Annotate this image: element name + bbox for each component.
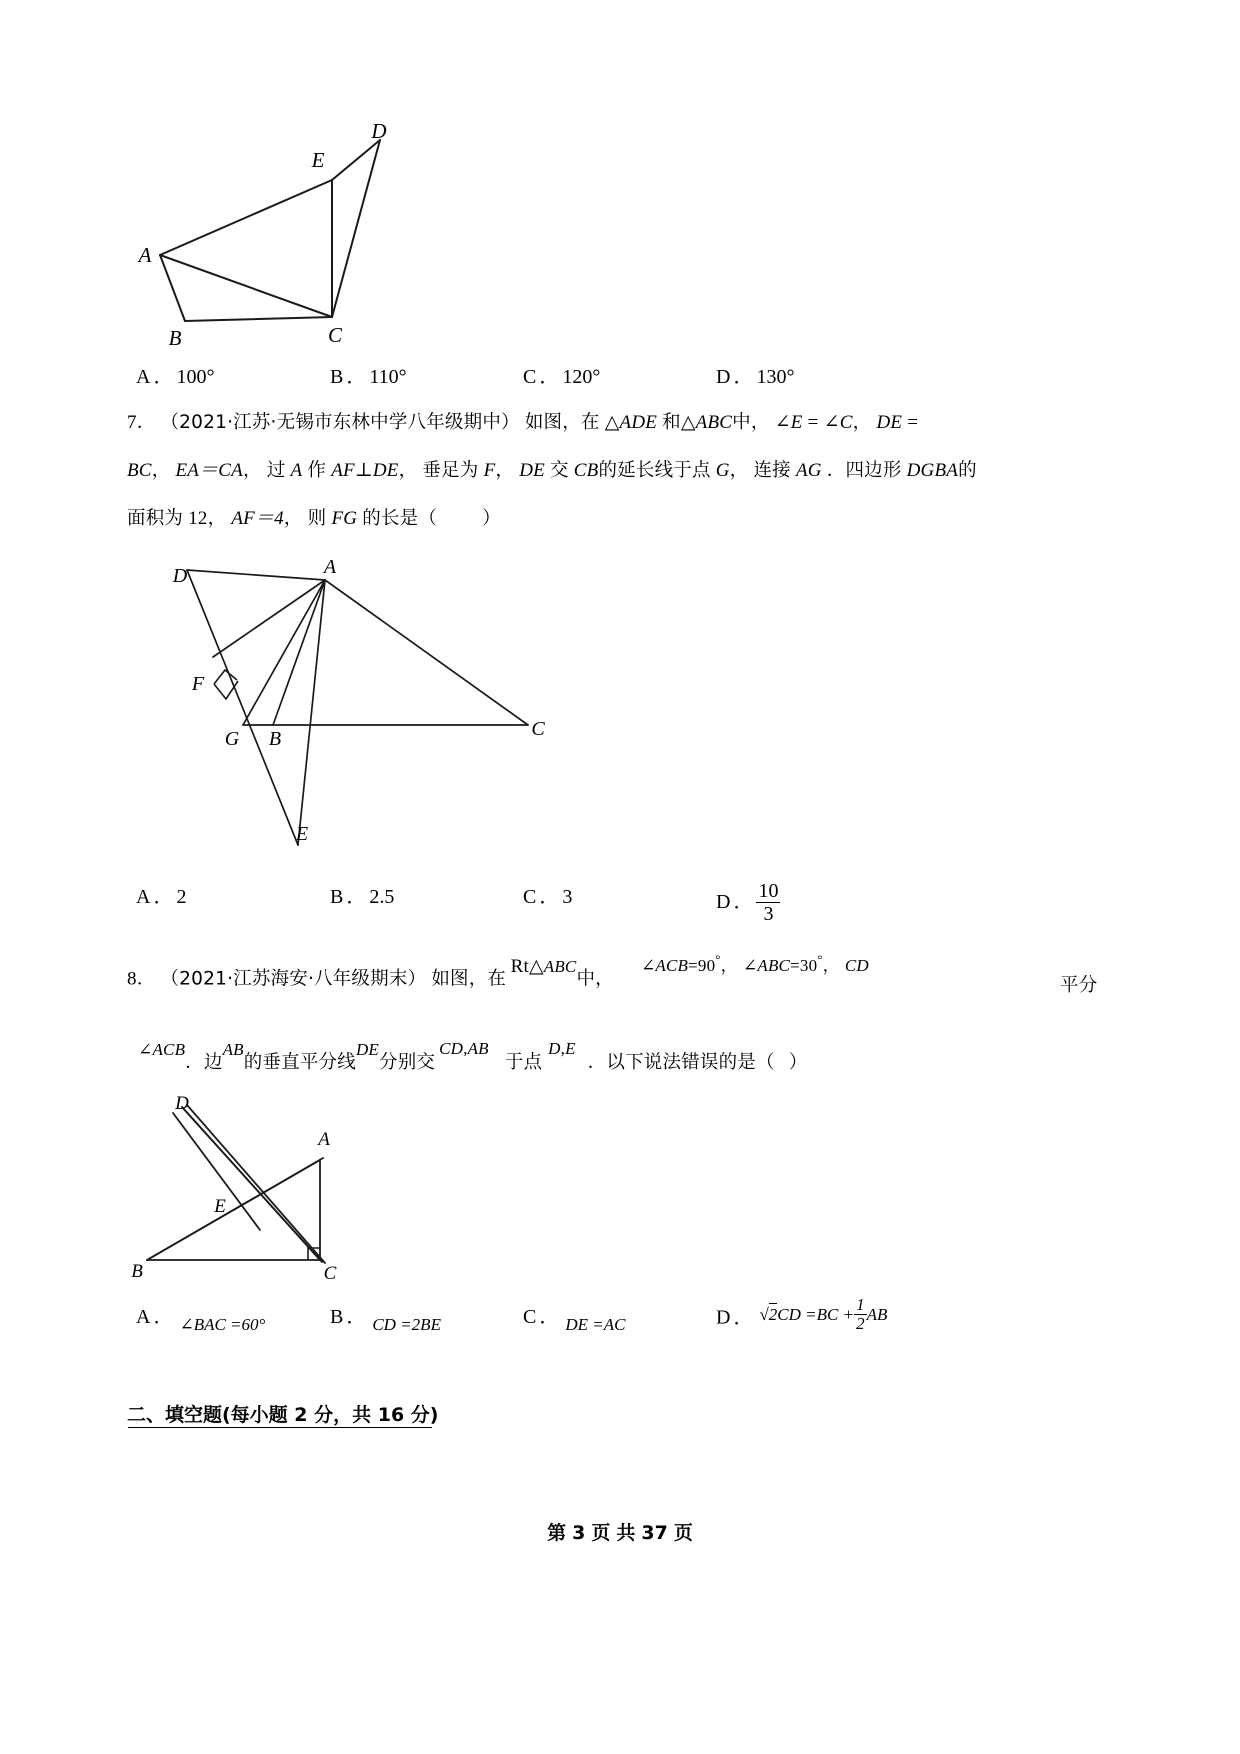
question7-source: （2021·江苏·无锡市东林中学八年级期中） xyxy=(160,412,520,433)
q8-CD-AB: CD,AB xyxy=(439,1039,489,1058)
q7-AF-value: AF＝4 xyxy=(231,508,284,529)
q7-FG: FG xyxy=(331,508,358,529)
q8-text-a: 如图，在 xyxy=(431,968,507,990)
question7-option-B[interactable]: B ． 2.5 xyxy=(330,886,395,908)
question7-line2 xyxy=(127,448,977,494)
q8-pingfen: 平分 xyxy=(1060,975,1098,996)
q7-comma2: ， xyxy=(151,460,171,481)
option-value: 100° xyxy=(176,366,215,388)
figure-question7 xyxy=(130,545,600,855)
option-value: 120° xyxy=(562,366,601,388)
q7-text-b: 中， xyxy=(732,412,770,433)
question6-option-A[interactable]: A ． 100° xyxy=(136,366,215,388)
q7-area-value: 12 xyxy=(188,508,208,529)
question7-line3 xyxy=(127,496,501,542)
figure7-label-B: B xyxy=(268,728,282,750)
q8-CD: CD xyxy=(844,955,869,975)
q7-F: F xyxy=(483,460,496,481)
q8-cond1-eq: =90 xyxy=(688,955,716,975)
section-2-underline xyxy=(128,1427,432,1428)
q8-period2: ．以下说法错误的是（ xyxy=(587,1052,775,1073)
question8-source: （2021·江苏海安·八年级期末） xyxy=(160,968,427,990)
q7-comma6: ， xyxy=(729,460,749,481)
footer-page-number: 3 xyxy=(572,1522,586,1544)
triangle-symbol: △ xyxy=(604,412,620,433)
figure7-label-A: A xyxy=(323,556,337,578)
q7-and: 和 xyxy=(662,412,681,433)
section-2-heading: 二、填空题(每小题 2 分，共 16 分) xyxy=(127,1404,439,1426)
question7-option-A[interactable]: A ． 2 xyxy=(136,886,187,908)
figure7-label-F: F xyxy=(191,673,205,695)
option-value-expression: √2CD =BC + 1 2 AB xyxy=(759,1295,888,1333)
option-value: 2.5 xyxy=(369,886,395,908)
q7-CB: CB xyxy=(573,460,599,481)
question6-options xyxy=(0,360,1240,400)
fraction-denominator: 2 xyxy=(856,1313,865,1333)
option-label: D xyxy=(716,891,731,913)
question8-option-B[interactable]: B ． $_{CD =2BE}$ xyxy=(330,1306,441,1334)
triangle-symbol: △ xyxy=(680,412,696,433)
figure8-label-B: B xyxy=(131,1261,143,1282)
question6-option-B[interactable]: B ． 110° xyxy=(330,366,407,388)
option-label: A xyxy=(136,366,151,388)
question8-line1 xyxy=(127,950,869,1003)
q8-deg2: ° xyxy=(817,952,823,966)
right-angle-marker-F xyxy=(214,670,238,699)
q7-changshi: 的长是（ xyxy=(362,508,438,529)
footer-prefix: 第 xyxy=(547,1522,567,1544)
option-label: C xyxy=(523,1306,537,1328)
figure8-label-A: A xyxy=(318,1129,330,1150)
q7-zuo: 作 xyxy=(307,460,327,481)
question7-line1 xyxy=(127,400,918,446)
q7-chuizu: 垂足为 xyxy=(422,460,479,481)
option-label: D xyxy=(716,366,731,388)
question6-option-D[interactable]: D ． 130° xyxy=(716,366,795,388)
figure-question8 xyxy=(125,1095,405,1285)
footer-total-label: 共 xyxy=(616,1522,636,1544)
q7-period1: ． xyxy=(826,460,846,481)
q7-G: G xyxy=(715,460,730,481)
q7-text-a: 如图，在 xyxy=(524,412,600,433)
triangle-symbol: △ xyxy=(528,955,544,977)
q7-DE: DE xyxy=(876,412,903,433)
question8-number: 8 xyxy=(127,968,137,990)
footer-total: 37 xyxy=(641,1522,668,1544)
question7-option-D[interactable]: D ． $\frac{10}{3}$ xyxy=(716,880,779,925)
fraction-one-half xyxy=(854,1296,867,1333)
question8-option-C[interactable]: C ． $_{DE =AC}$ xyxy=(523,1306,626,1334)
option-label: B xyxy=(330,366,344,388)
option-value: CD =2BE xyxy=(372,1315,441,1334)
q7-ze: 则 xyxy=(307,508,327,529)
option-value: DE =AC xyxy=(565,1315,626,1334)
q7-de: 的 xyxy=(958,460,977,481)
q7-tri1-name: ADE xyxy=(619,412,658,433)
figure6-label-E: E xyxy=(311,148,325,172)
question7-option-C[interactable]: C ． 3 xyxy=(523,886,573,908)
q7-DE2: DE xyxy=(519,460,545,481)
question8-line1-tail xyxy=(1060,963,1097,1009)
q7-comma4: ， xyxy=(398,460,418,481)
fraction-numerator: 1 xyxy=(856,1295,865,1314)
fraction-denominator: 3 xyxy=(756,902,780,925)
q8-tri-name: ABC xyxy=(543,956,577,976)
q8-yudian: 于点 xyxy=(504,1052,543,1073)
figure6-label-D: D xyxy=(371,119,387,143)
option-value-fraction xyxy=(756,880,780,925)
figure8-label-E: E xyxy=(214,1196,226,1217)
figure7-label-G: G xyxy=(224,728,240,750)
question8-line2 xyxy=(138,1040,807,1086)
q8-close-paren: ） xyxy=(788,1052,808,1073)
q8-sep2: ， xyxy=(822,955,840,975)
q7-guo: 过 xyxy=(266,460,286,481)
option-label: C xyxy=(523,366,537,388)
q7-comma1: ， xyxy=(852,412,872,433)
q7-BC: BC xyxy=(127,460,152,481)
option-value: ∠BAC =60° xyxy=(179,1315,266,1334)
figure-question8-svg xyxy=(125,1095,405,1285)
figure6-label-C: C xyxy=(327,323,343,347)
question7-options xyxy=(0,880,1240,925)
figure-question6 xyxy=(125,105,545,360)
q7-comma8: ， xyxy=(283,508,303,529)
page-footer xyxy=(0,1518,1240,1545)
q8-Rt: Rt xyxy=(510,955,529,977)
fraction-numerator: 10 xyxy=(758,880,779,902)
figure6-label-A: A xyxy=(138,243,152,267)
question6-option-C[interactable]: C ． 120° xyxy=(523,366,601,388)
option-value: 3 xyxy=(562,886,573,908)
question8-option-D[interactable]: D ． $^{√2CD =BC + \frac{1}{2} AB}$ xyxy=(716,1295,888,1333)
option-value: 2 xyxy=(176,886,187,908)
option-label: B xyxy=(330,1306,344,1328)
q8-sep1: ， xyxy=(720,955,738,975)
option-label: A xyxy=(136,886,151,908)
option-label: A xyxy=(136,1306,151,1328)
figure8-label-C: C xyxy=(323,1263,337,1284)
q7-DGBA: DGBA xyxy=(906,460,959,481)
q7-angle-E: ∠E xyxy=(774,412,803,433)
q7-comma3: ， xyxy=(242,460,262,481)
q7-AF-perp-DE: AF⊥DE xyxy=(331,460,399,481)
q7-EA-CA: EA＝CA xyxy=(175,460,243,481)
question8-options xyxy=(0,1295,1240,1360)
option-value: 130° xyxy=(756,366,795,388)
footer-middle: 页 xyxy=(591,1522,611,1544)
q7-eq2: = xyxy=(907,412,919,433)
q8-fenbie: 分别交 xyxy=(379,1052,436,1073)
q7-eq1: = xyxy=(807,412,819,433)
q7-jiao: 交 xyxy=(550,460,569,481)
q7-tri2-name: ABC xyxy=(695,412,733,433)
figure7-label-E: E xyxy=(295,823,309,845)
q7-A: A xyxy=(290,460,303,481)
q8-cond2: ∠ABC xyxy=(742,955,791,975)
option-label: C xyxy=(523,886,537,908)
q8-angle-ACB: ∠ACB xyxy=(138,1040,186,1059)
q7-comma7: ， xyxy=(207,508,227,529)
figure8-label-D: D xyxy=(175,1095,189,1114)
question8-option-A[interactable]: A ． $_{\angle BAC =60^\circ}$ xyxy=(136,1306,266,1334)
option-label: D xyxy=(716,1306,731,1329)
q7-mianji: 面积为 xyxy=(127,508,184,529)
q8-cond1: ∠ACB xyxy=(640,955,689,975)
figure-question7-svg xyxy=(130,545,600,855)
q8-dot: ． xyxy=(136,968,156,990)
q7-lianjie: 连接 xyxy=(753,460,791,481)
option-value: 110° xyxy=(369,366,407,388)
q8-DE: DE xyxy=(355,1040,379,1059)
figure-question6-svg xyxy=(125,105,545,360)
q8-chuizhi: 的垂直平分线 xyxy=(243,1052,356,1073)
figure7-label-D: D xyxy=(172,565,188,587)
figure6-label-B: B xyxy=(168,326,182,350)
q8-D-E: D,E xyxy=(548,1039,576,1058)
q8-cond2-eq: =30 xyxy=(790,955,818,975)
q8-deg1: ° xyxy=(715,952,721,966)
figure7-label-C: C xyxy=(531,718,545,740)
q7-AG: AG xyxy=(795,460,822,481)
q8-period1: ．边 xyxy=(185,1052,223,1073)
question7-number: 7 xyxy=(127,412,137,433)
q7-angle-C: ∠C xyxy=(823,412,853,433)
q7-yanchang: 的延长线于点 xyxy=(598,460,711,481)
footer-suffix: 页 xyxy=(673,1522,693,1544)
q8-zhong: 中， xyxy=(576,968,614,990)
q7-sibianxing: 四边形 xyxy=(845,460,902,481)
option-label: B xyxy=(330,886,344,908)
q7-dot: ． xyxy=(136,412,156,433)
q8-AB: AB xyxy=(222,1040,244,1059)
q7-close-paren: ） xyxy=(482,508,501,529)
q7-comma5: ， xyxy=(495,460,515,481)
